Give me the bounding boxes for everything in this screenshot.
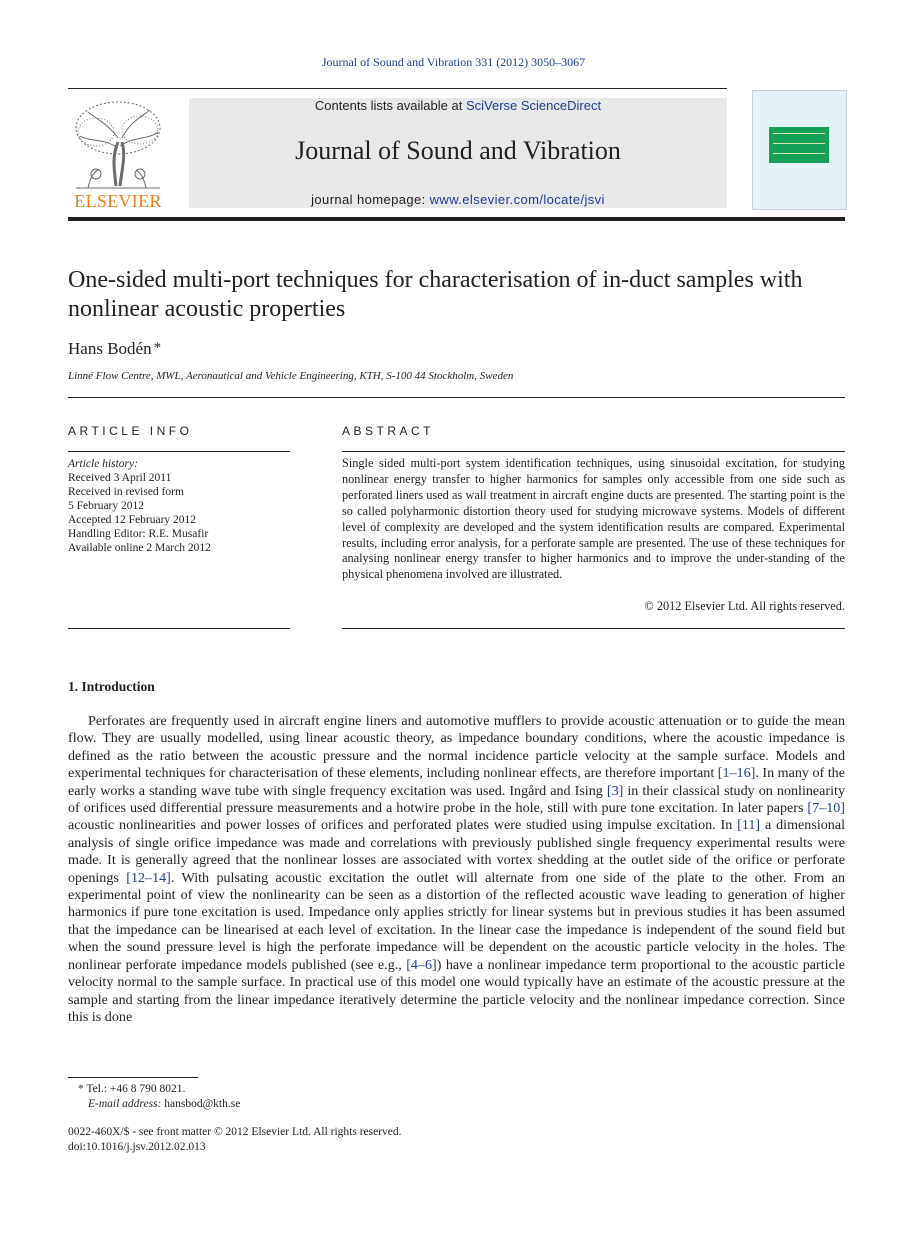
- article-info-rule: [68, 451, 290, 452]
- citation-link[interactable]: [4–6]: [406, 956, 437, 973]
- cover-text-line: [773, 153, 825, 154]
- citation-link[interactable]: [12–14]: [126, 869, 171, 886]
- cover-text-line: [773, 143, 825, 144]
- journal-masthead: [189, 98, 727, 208]
- contents-line: [189, 98, 727, 114]
- sciencedirect-link[interactable]: SciVerse ScienceDirect: [465, 98, 602, 113]
- homepage-link[interactable]: www.elsevier.com/locate/jsvi: [429, 192, 605, 207]
- article-title: One-sided multi-port techniques for characterisation of in-duct samples with nonlinear acoustic properties: [68, 267, 803, 322]
- journal-citation[interactable]: Journal of Sound and Vibration 331 (2012) 3050–3067: [321, 55, 586, 69]
- intro-text: a dimensional analysis of single orifice impedance was made and correlations with previously published single frequency experimental results were made. It is generally agreed that the nonlinear losses are associated with vortex shedding at the outlet side of the orifice or perforate openings: [68, 817, 845, 886]
- history-item: 5 February 2012: [68, 500, 145, 512]
- history-item: Accepted 12 February 2012: [68, 514, 197, 526]
- author-name: Hans Bodén: [68, 339, 152, 358]
- elsevier-wordmark: ELSEVIER: [74, 191, 162, 211]
- footnote-telephone: * Tel.: +46 8 790 8021.: [78, 1083, 186, 1095]
- footnote-email: [68, 1098, 240, 1110]
- citation-link[interactable]: [3]: [606, 782, 624, 799]
- cover-text-line: [773, 133, 825, 134]
- history-item: Handling Editor: R.E. Musafir: [68, 528, 209, 540]
- header-top-rule: [68, 88, 727, 89]
- author-affiliation: Linné Flow Centre, MWL, Aeronautical and Vehicle Engineering, KTH, S-100 44 Stockholm, Sweden: [68, 370, 514, 382]
- homepage-prefix: journal homepage:: [311, 192, 430, 207]
- author-footnote-mark[interactable]: *: [153, 340, 162, 356]
- abstract-bottom-rule: [342, 628, 845, 629]
- citation-link[interactable]: [11]: [737, 817, 761, 834]
- history-item: Available online 2 March 2012: [68, 542, 211, 554]
- intro-text: Perforates are frequently used in aircraft engine liners and automotive mufflers to provide acoustic attenuation or to guide the mean flow. They are usually modelled, using linear acoustic theory, as impedance boundary conditions, where the acoustic impedance is defined as the ratio between the acoustic pressure and the normal incidence particle velocity at the sample surface. Models and experimental techniques for characterisation of these elements, including nonlinear effects, are therefore important: [68, 713, 845, 782]
- journal-title: Journal of Sound and Vibration: [295, 136, 621, 165]
- email-label: E-mail address:: [88, 1098, 162, 1110]
- abstract-heading: ABSTRACT: [342, 424, 435, 438]
- section-heading-introduction: 1. Introduction: [68, 679, 155, 694]
- front-matter-issn: 0022-460X/$ - see front matter © 2012 Elsevier Ltd. All rights reserved.: [68, 1126, 402, 1138]
- citation-link[interactable]: [7–10]: [807, 800, 845, 817]
- intro-text: acoustic nonlinearities and power losses of orifices and perforated plates were studied using impulse excitation. In: [68, 817, 738, 834]
- history-item: Received 3 April 2011: [68, 472, 172, 484]
- footnote-rule: [68, 1077, 198, 1078]
- article-info-heading: ARTICLE INFO: [68, 424, 193, 438]
- history-label: Article history:: [68, 458, 138, 470]
- author-line: [68, 339, 161, 359]
- header-thick-rule: [68, 217, 845, 221]
- title-divider: [68, 397, 845, 398]
- abstract-text: Single sided multi-port system identification techniques, using sinusoidal excitation, for studying nonlinear energy transfer to higher harmonics for samples only accessible from one side such as perforated liners used as wall treatment in aircraft engine ducts are presented. The starting point is the so called polyharmonic distortion theory used for studying microwave systems. Models of different level of complexity are developed and the system identification results are compared. Experimental results, including error analysis, for a perforate sample are presented. The use of these techniques for analysing nonlinear energy transfer to higher harmonics and to improve the under-standing of the physical phenomena involved are illustrated.: [342, 456, 845, 582]
- contents-prefix: Contents lists available at: [314, 98, 466, 113]
- abstract-copyright: © 2012 Elsevier Ltd. All rights reserved.: [644, 599, 845, 613]
- article-history: [68, 457, 290, 555]
- article-info-bottom-rule: [68, 628, 290, 629]
- intro-text: ) have a nonlinear impedance term proportional to the acoustic particle velocity normal to the sample surface. In practical use of this model one would typically have an estimate of the acoustic pressure at the sample and starting from the linear impedance iteratively determine the particle velocity and the nonlinear impedance correction. Since this is done: [68, 956, 845, 1025]
- introduction-paragraph: [68, 713, 845, 1026]
- abstract-rule: [342, 451, 845, 452]
- intro-text: . In many of the early works a standing wave tube with single frequency excitation was used. Ingård and Ising: [68, 765, 845, 799]
- front-matter-doi[interactable]: doi:10.1016/j.jsv.2012.02.013: [68, 1141, 206, 1153]
- intro-text: in their classical study on nonlinearity of orifices used differential pressure measurements and a hotwire probe in the hole, still with pure tone excitation. In later papers: [68, 782, 846, 817]
- intro-text: . With pulsating acoustic excitation the outlet will alternate from one side of the plate to the other. From an experimental point of view the nonlinearity can be seen as a distortion of the reflected acoustic wave leading to generation of higher harmonics if pure tone excitation is used. Impedance only applies strictly for linear systems but in previous studies it has been assumed that the impedance can be linearised at each level of excitation. In the linear case the impedance is independent of the sound field but when the sound pressure level is high the perforate impedance will be dependent on the acoustic particle velocity in the holes. The nonlinear perforate impedance models published (see e.g.,: [68, 869, 845, 973]
- journal-cover-thumbnail: [752, 90, 847, 210]
- email-address[interactable]: hansbod@kth.se: [161, 1098, 241, 1110]
- homepage-line: [189, 192, 727, 207]
- history-item: Received in revised form: [68, 486, 184, 498]
- citation-link[interactable]: [1–16]: [717, 765, 756, 782]
